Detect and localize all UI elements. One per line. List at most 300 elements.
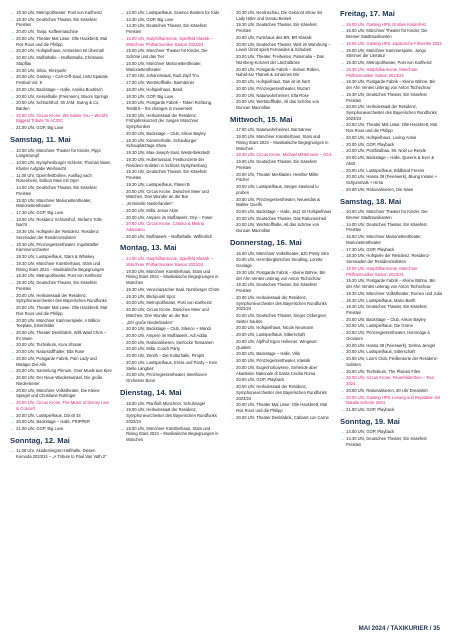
event-entry xyxy=(340,291,442,297)
highlight-event-entry xyxy=(10,400,112,411)
event-text: 20.00 Uhr, Prinzregententheater, Hommage à Giovanni xyxy=(346,330,430,341)
event-text: 20.00 Uhr, Rationalisieren, Die Nase xyxy=(346,186,414,192)
event-entry xyxy=(230,86,332,92)
event-entry xyxy=(10,125,112,131)
arrow-right-icon: → xyxy=(120,112,125,118)
event-entry xyxy=(10,356,112,367)
arrow-right-icon: → xyxy=(340,134,345,140)
highlight-event-entry xyxy=(340,22,442,28)
event-text: 20.00 Uhr, GOP, Playback xyxy=(346,141,395,147)
event-text: 20.00 Uhr, Theater, Freiheiten, Paternalia – Das Nürnberg-Konzert der Lärchalböse xyxy=(236,54,324,65)
event-text: 19.30 Uhr, Metropoltheater, Post von Karlheinz xyxy=(346,60,432,66)
day-heading: Freitag, 17. Mai xyxy=(340,10,395,18)
arrow-right-icon: → xyxy=(340,155,345,161)
event-text: 20.00 Uhr, Naturstoffhalter, Ella Rose xyxy=(16,349,85,355)
event-entry xyxy=(120,94,222,100)
arrow-right-icon: → xyxy=(120,400,125,406)
event-text: 14.30 Uhr, Deutsches Theater, Ein Käsefest Preisten xyxy=(346,436,427,447)
event-entry xyxy=(340,343,442,349)
arrow-right-icon: → xyxy=(10,305,15,311)
event-text: 19.30 Uhr, Deutsches Theater, Ein Käsefest Preisten xyxy=(16,280,97,291)
event-entry xyxy=(340,304,442,315)
event-entry xyxy=(340,209,442,220)
day-heading: Donnerstag, 16. Mai xyxy=(230,237,302,247)
event-text: 20.00 Uhr, Circus Krone, The Music of Disney Live in Concert xyxy=(16,400,109,411)
event-text: 17.00 Uhr, Naturwohnheimer, Barmänner xyxy=(236,127,312,133)
event-text: 20.00 Uhr, Deutsches Theater, Welt im Wandrung – Lewin Ümüt spielt Fernandes & Schubert xyxy=(236,41,331,53)
event-entry xyxy=(120,360,222,371)
arrow-right-icon: → xyxy=(230,313,235,319)
event-text: 20.00 Uhr, Lustspielhaus, Bildband Ferens xyxy=(346,167,425,173)
event-text: 20.00 Uhr, Prinzregententheater, Klassik xyxy=(236,358,311,364)
event-text: 20.00 Uhr, Lustspielhaus, Die Grüne xyxy=(346,323,413,329)
arrow-right-icon: → xyxy=(340,278,345,284)
event-text: 18.30 Uhr, Hofspiele der Residenz, Residenz Serenaden der Residenzsolisten xyxy=(16,229,99,240)
arrow-right-icon: → xyxy=(340,429,345,435)
event-entry xyxy=(340,407,442,413)
event-text: 17.00 Uhr, Wertstoffhalle, Barmänner xyxy=(126,80,195,86)
event-entry xyxy=(230,257,332,268)
event-entry xyxy=(230,295,332,312)
arrow-right-icon: → xyxy=(10,216,15,222)
event-entry xyxy=(120,131,222,137)
event-entry xyxy=(230,377,332,383)
event-entry xyxy=(10,210,112,216)
event-text: 20.00 Uhr, Postgarde Fabrik, Pain Lady und Mixtape Ziel Alle xyxy=(16,355,97,367)
event-entry xyxy=(10,254,112,260)
event-text: 20.00 Uhr, Herrnbergkirsches Sendling, Lorette Geolage xyxy=(236,257,323,269)
arrow-right-icon: → xyxy=(230,358,235,364)
event-text: 20.00 Uhr, Prinzregententheater, Beethoven Orchester Bonn xyxy=(126,372,207,384)
event-text: 20.00 Uhr, Theater Denkfabrik, Cabaret con Carne xyxy=(236,414,329,420)
event-text: 20.00 Uhr, Theater Mal Löwe: Olle Hackbrett, Mal Ros Roos und die Philipp xyxy=(16,35,107,47)
event-entry xyxy=(340,247,442,253)
arrow-right-icon: → xyxy=(120,233,125,239)
event-text: 18.30 Uhr, Hofspiele der Residenz, Residenz-Serenaden der Residenzsolisten xyxy=(346,253,431,265)
arrow-right-icon: → xyxy=(230,22,235,28)
event-text: 10.00 Uhr, Nymphenburger Schloss: Thomas Mann, Kloster Aufgabe Weihnacht xyxy=(16,160,112,171)
event-text: 19.30 Uhr, Venezianischer Saal, Nürnberger Chöre xyxy=(126,286,220,292)
arrow-right-icon: → xyxy=(10,160,15,166)
arrow-right-icon: → xyxy=(10,355,15,361)
event-text: 20.00 Uhr, Kesselhalle (Freimann), Bloom Springs xyxy=(16,93,109,99)
event-text: 20.00 Uhr, Der Neue Wiederswinkel, Die große Niedersiener xyxy=(16,375,103,386)
event-entry xyxy=(230,325,332,331)
arrow-right-icon: → xyxy=(340,368,345,374)
event-entry xyxy=(340,92,442,103)
arrow-right-icon: → xyxy=(120,48,125,54)
arrow-right-icon: → xyxy=(230,377,235,383)
event-entry xyxy=(120,300,222,306)
arrow-right-icon: → xyxy=(340,375,345,381)
event-text: 20.00 Uhr, Circus Krone, Feuerbilderthon – Tour 2024 xyxy=(346,375,435,387)
arrow-right-icon: → xyxy=(230,184,235,190)
arrow-right-icon: → xyxy=(230,332,235,338)
event-text: 20.00 Uhr, Circus Krone, We Salute You – World's Biggest Tribute To AC/DC xyxy=(16,112,108,124)
event-entry xyxy=(10,100,112,111)
event-entry xyxy=(340,155,442,166)
event-entry xyxy=(120,157,222,168)
event-entry xyxy=(120,372,222,383)
event-text: 20.30 Uhr, Nerdnschau, Die Gekonnt Show mit Lady Hitler und Genau Beiseit xyxy=(236,10,323,21)
event-text: 10.00 Uhr, Münchner Theater für Kinder, Die Bremer Stadtmusikanten xyxy=(346,209,428,220)
arrow-right-icon: → xyxy=(10,67,15,73)
event-text: 20.00 Uhr, Milla, Coach Party xyxy=(126,346,180,352)
event-entry xyxy=(120,320,222,326)
arrow-right-icon: → xyxy=(10,185,15,191)
event-entry xyxy=(340,168,442,174)
arrow-right-icon: → xyxy=(10,229,15,235)
event-text: 20.00 Uhr, Technikum, The Plaines Files xyxy=(346,368,421,374)
arrow-right-icon: → xyxy=(340,209,345,215)
arrow-right-icon: → xyxy=(340,47,345,53)
event-entry xyxy=(10,185,112,196)
arrow-right-icon: → xyxy=(120,319,125,325)
arrow-right-icon: → xyxy=(120,156,125,162)
arrow-right-icon: → xyxy=(230,250,235,256)
event-text: 14.30 Uhr, GOP, Big Love xyxy=(126,16,174,22)
event-text: 20.00 Uhr, Theater Mal Löwe: Olle Hackbrett, Mal Ros Roos und die Philipp xyxy=(16,305,107,316)
event-text: 20.00 Uhr, Circus Krone, Cristina & Melina Adamiano xyxy=(126,221,204,232)
event-entry xyxy=(120,346,222,352)
event-entry xyxy=(120,215,222,221)
event-text: 18.00 Uhr, Gasteig HP8, Japanische Filmreihe 2024 xyxy=(346,40,442,46)
arrow-right-icon: → xyxy=(10,10,15,15)
event-text: 20.00 Uhr, Herkulessaal der Residenz, Symphonieorchester des Bayerischen Rundfunks 2023/24 xyxy=(236,294,327,312)
event-entry xyxy=(10,217,112,228)
event-text: 14.00 Uhr, Isarphilharmonie, Spielfeld Klassik – Münchner Philharmoniker Saison 2023/24 xyxy=(126,256,213,267)
event-text: 20.00 Uhr, Hofspielhaus, Das ist ist hart! xyxy=(236,79,311,85)
event-text: 17.00 Uhr, Johannissaal, Rudi Zapf Trio xyxy=(126,73,199,79)
event-entry xyxy=(340,349,442,355)
event-text: 20.00 Uhr, Hansa 39 (Feierwerk), Dehna Jenigel xyxy=(346,342,435,348)
arrow-right-icon: → xyxy=(230,351,235,357)
event-text: 19.00 Uhr, Deutsches Theater, Ein Käsefest Preisten xyxy=(236,159,317,170)
event-entry xyxy=(230,197,332,208)
arrow-right-icon: → xyxy=(120,100,125,106)
event-entry xyxy=(230,365,332,376)
event-text: 20.00 Uhr, Hofspielhaus, Anstecken Ist Übernah xyxy=(16,48,105,54)
arrow-right-icon: → xyxy=(340,356,345,362)
event-entry xyxy=(340,122,442,133)
arrow-right-icon: → xyxy=(340,265,345,271)
arrow-right-icon: → xyxy=(120,23,125,29)
event-text: 21.00 Uhr, GOP, Playback xyxy=(346,407,395,413)
arrow-right-icon: → xyxy=(10,74,15,80)
day-heading: Sonntag, 12. Mai xyxy=(10,435,70,445)
event-text: 15.00 Uhr, Münchner Marionettentheater, Marionettentheater xyxy=(126,60,202,72)
event-text: 20.00 Uhr, Postgarde Fabrik – Sieben Rüben, Nahid-sar Thanek & Johannes Birr xyxy=(236,66,320,78)
event-text: 20.00 Uhr, Backstage – Halle, FRIPPER xyxy=(16,419,91,425)
day-heading: Samstag, 11. Mai xyxy=(10,134,71,144)
arrow-right-icon: → xyxy=(230,384,235,390)
arrow-right-icon: → xyxy=(10,419,15,425)
arrow-right-icon: → xyxy=(120,60,125,66)
arrow-right-icon: → xyxy=(230,66,235,72)
arrow-right-icon: → xyxy=(120,188,125,194)
arrow-right-icon: → xyxy=(230,196,235,202)
event-text: 19.30 Uhr, Postgarde Fabrik – Kleine Bühne, Bin der Ahn Ventes unterag von Anton Tschechow xyxy=(346,79,436,91)
arrow-right-icon: → xyxy=(10,260,15,266)
arrow-right-icon: → xyxy=(340,342,345,348)
event-entry xyxy=(230,402,332,413)
event-entry xyxy=(230,79,332,85)
arrow-right-icon: → xyxy=(10,16,15,22)
event-entry xyxy=(120,426,222,443)
event-text: 19.30 Uhr, Postgarde Fabrik – Kleine Bühne, Bin der Ahn Ventes unterag von Anton Tschechow xyxy=(346,278,436,290)
event-text: 20.00 Uhr, Ampere im Muffatwerk, Adi Addai xyxy=(126,332,208,338)
event-text: 20.00 Uhr, Deutsches Theater, Das Rationeinheit xyxy=(236,215,327,221)
arrow-right-icon: → xyxy=(10,55,15,61)
event-text: 11.00 Uhr, Opernfestbühne, Ausflug nach Rosenheim, Edition Maxi mit Oper xyxy=(16,172,92,184)
arrow-right-icon: → xyxy=(340,407,345,413)
event-entry xyxy=(230,184,332,195)
arrow-right-icon: → xyxy=(10,448,15,454)
event-text: 21.00 Uhr, GOP, Big Love xyxy=(16,125,64,131)
arrow-right-icon: → xyxy=(340,60,345,66)
event-entry xyxy=(230,172,332,183)
event-entry xyxy=(230,332,332,338)
arrow-right-icon: → xyxy=(230,171,235,177)
event-entry xyxy=(230,127,332,133)
event-entry xyxy=(340,330,442,341)
arrow-right-icon: → xyxy=(120,293,125,299)
arrow-right-icon: → xyxy=(230,127,235,133)
event-entry xyxy=(10,160,112,171)
arrow-right-icon: → xyxy=(340,167,345,173)
event-text: 19.30 Uhr, Deutsches Theater, Ein Käsefest Preisten xyxy=(346,91,427,103)
event-text: 20.00 Uhr, Lustspielhaus, Sergen steeland lu proben xyxy=(236,184,319,195)
event-entry xyxy=(230,415,332,421)
event-entry xyxy=(230,351,332,357)
event-text: 19.30 Uhr, Kammerhalle, Schauburger Schauplatztage Show xyxy=(126,137,197,149)
arrow-right-icon: → xyxy=(340,79,345,85)
event-text: 19.30 Uhr, Prinzregententheater, Ingolstädter Kammerorchester xyxy=(16,241,99,253)
event-entry xyxy=(230,251,332,257)
event-text: 17.30 Uhr, GOP, Big Love xyxy=(16,210,64,216)
arrow-right-icon: → xyxy=(120,201,125,207)
arrow-right-icon: → xyxy=(340,436,345,442)
arrow-right-icon: → xyxy=(120,300,125,306)
event-entry xyxy=(340,429,442,435)
event-entry xyxy=(10,375,112,386)
arrow-right-icon: → xyxy=(230,215,235,221)
event-entry xyxy=(10,68,112,74)
event-text: 20.00 Uhr, Herkulessaal der Residenz, Symphonieorchester des Bayerischen Rundfunks xyxy=(16,292,107,304)
event-entry xyxy=(340,104,442,121)
event-entry xyxy=(230,270,332,281)
event-entry xyxy=(120,80,222,86)
arrow-right-icon: → xyxy=(10,197,15,203)
arrow-right-icon: → xyxy=(120,214,125,220)
arrow-right-icon: → xyxy=(10,125,15,131)
arrow-right-icon: → xyxy=(10,317,15,323)
arrow-right-icon: → xyxy=(120,10,125,15)
arrow-right-icon: → xyxy=(120,332,125,338)
arrow-right-icon: → xyxy=(10,254,15,260)
event-text: 20.00 Uhr, Hofspielhaus, Loving Annie xyxy=(346,134,417,140)
event-entry xyxy=(120,208,222,214)
arrow-right-icon: → xyxy=(120,346,125,352)
event-entry xyxy=(10,87,112,93)
event-text: 21.00 Uhr, GOP, Big Love xyxy=(16,425,64,431)
arrow-right-icon: → xyxy=(230,41,235,47)
event-entry xyxy=(340,356,442,367)
event-text: 16.00 Uhr, Münchner Volkstheater, 620 Pretty Slim xyxy=(236,250,329,256)
arrow-right-icon: → xyxy=(230,325,235,331)
highlight-event-entry xyxy=(10,113,112,124)
arrow-right-icon: → xyxy=(10,172,15,178)
event-text: 20.00 Uhr, Naturwohnheimer, Ella Rose xyxy=(236,92,309,98)
page-footer: MAI 2024 / TAXIKURIER / 35 xyxy=(358,625,440,632)
event-text: 20.00 Uhr, Schlachthof, 30 JAM, Swing & Co, Barden xyxy=(16,100,100,112)
arrow-right-icon: → xyxy=(340,387,345,393)
event-entry xyxy=(120,407,222,424)
arrow-right-icon: → xyxy=(10,292,15,298)
arrow-right-icon: → xyxy=(10,29,15,35)
arrow-right-icon: → xyxy=(340,304,345,310)
event-text: 20.00 Uhr, Ampere im Muffatwerk, Oryl – Faser xyxy=(126,214,213,220)
event-entry xyxy=(120,169,222,180)
event-entry xyxy=(120,113,222,130)
event-text: 20.00 Uhr, Metropoltheater, Post von Karlheinz xyxy=(126,300,212,306)
event-entry xyxy=(10,36,112,47)
arrow-right-icon: → xyxy=(10,425,15,431)
arrow-right-icon: → xyxy=(230,34,235,40)
arrow-right-icon: → xyxy=(230,294,235,300)
event-text: 20.00 Uhr, Technikum, Kuru Shanar xyxy=(16,342,82,348)
arrow-right-icon: → xyxy=(10,342,15,348)
event-entry xyxy=(120,73,222,79)
event-text: 20.00 Uhr, Lustspielhaus, Sitterschaft xyxy=(346,349,415,355)
arrow-right-icon: → xyxy=(340,40,345,46)
event-text: 20.00 Uhr, Silvio, Kleinjunk! xyxy=(16,67,67,73)
event-entry xyxy=(10,10,112,16)
event-entry xyxy=(120,10,222,16)
event-text: 18.30 Uhr, GOP, Big Love xyxy=(126,93,174,99)
arrow-right-icon: → xyxy=(120,221,125,227)
event-entry xyxy=(120,61,222,72)
event-entry xyxy=(230,282,332,293)
listing-column-1 xyxy=(10,10,112,616)
event-entry xyxy=(230,159,332,170)
event-text: 19.00 Uhr, Münchner Kammerspiele, Jungo Stimmer der Literatur xyxy=(346,47,427,59)
event-text: 15.00 Uhr, Münchner Marionettentheater, Marionettentheater xyxy=(16,197,92,209)
arrow-right-icon: → xyxy=(120,93,125,99)
event-entry xyxy=(340,174,442,185)
event-text: 20.00 Uhr, Gasteig HP8, Lesung und Repitation mit Natalie Scherer 2024 xyxy=(346,394,441,406)
event-entry xyxy=(230,358,332,364)
event-text: 19.30 Uhr, Metropoltheater: Post von Karlheinz xyxy=(16,10,103,15)
event-entry xyxy=(10,448,112,459)
event-text: 20.00 Uhr, Milla, Jesus Akim xyxy=(126,207,179,213)
arrow-right-icon: → xyxy=(230,159,235,165)
event-entry xyxy=(10,305,112,316)
event-text: 20.00 Uhr, Rationalisieren, 20 Uhr Dreamkirt xyxy=(346,387,428,393)
event-text: 20.00 Uhr, Wertstoffhalle, All das Schöne von Duncan Macmillan xyxy=(236,222,320,234)
arrow-right-icon: → xyxy=(10,375,15,381)
arrow-right-icon: → xyxy=(10,273,15,279)
event-entry xyxy=(340,135,442,141)
arrow-right-icon: → xyxy=(340,174,345,180)
event-entry xyxy=(10,261,112,272)
event-entry xyxy=(230,384,332,401)
event-text: 20.00 Uhr, Backstage – Club, Silence + Mandi xyxy=(126,326,211,332)
event-entry xyxy=(340,48,442,59)
event-entry xyxy=(120,48,222,59)
event-text: 19.00 Uhr, Münchner Künstlerhaus, Stars and Rising Stars 2024 – Musikalische Begegnungen in München xyxy=(236,134,329,151)
event-entry xyxy=(120,201,222,207)
event-entry xyxy=(230,222,332,233)
event-entry xyxy=(230,99,332,110)
event-entry xyxy=(10,330,112,341)
highlight-event-entry xyxy=(340,41,442,47)
arrow-right-icon: → xyxy=(10,329,15,335)
event-text: 20.00 Uhr, Backstage – Club, Alison Bayley xyxy=(126,130,206,136)
event-entry xyxy=(10,293,112,304)
event-entry xyxy=(340,298,442,304)
event-text: 14.00 Uhr, Deutsches Theater, Ein Käsefest Preisten xyxy=(346,221,427,233)
arrow-right-icon: → xyxy=(230,152,235,158)
event-entry xyxy=(120,189,222,200)
event-text: 20.00 Uhr, Theater Denkfabrik, Willi Wald Chris – Ihr Mann xyxy=(16,329,107,341)
highlight-event-entry xyxy=(340,67,442,78)
arrow-right-icon: → xyxy=(120,16,125,22)
event-text: 18.00 Uhr, Hofspielhaus, Band xyxy=(126,86,183,92)
event-text: 20.00 Uhr, Prinzregententheater, Mozart xyxy=(236,85,310,91)
arrow-right-icon: → xyxy=(230,222,235,228)
event-entry xyxy=(230,209,332,215)
arrow-right-icon: → xyxy=(230,92,235,98)
listing-column-2 xyxy=(120,10,222,616)
event-entry xyxy=(340,253,442,264)
event-entry xyxy=(120,234,222,240)
event-text: 20.00 Uhr, Alpfhof Egon Holleiner, Wingwort Quatiett xyxy=(236,338,317,350)
arrow-right-icon: → xyxy=(340,186,345,192)
event-text: 18.00 Uhr, Planfloß Münchner, Schuhnagel xyxy=(126,400,206,406)
event-entry xyxy=(10,229,112,240)
event-text: „Kriminelle Niederlanden" xyxy=(126,201,173,207)
arrow-right-icon: → xyxy=(230,134,235,140)
arrow-right-icon: → xyxy=(340,349,345,355)
event-text: 18.00 Uhr, Residenz Schlosshof, Stefan's Tolle Nacht xyxy=(16,216,102,228)
event-entry xyxy=(10,280,112,291)
event-entry xyxy=(10,17,112,28)
event-text: 14.00 Uhr, Lustspielhaus, Science Busters for Kids xyxy=(126,10,220,15)
event-text: 20.00 Uhr, Postfinalbau, Mr. Noel Le Rende xyxy=(346,148,427,154)
event-text: 20.00 Uhr, Eugenhohoiverse, Gehende aber Akademie Nationale di Santa Cecilia Roma xyxy=(236,364,318,376)
arrow-right-icon: → xyxy=(10,86,15,92)
event-entry xyxy=(340,234,442,245)
event-text: 20.00 Uhr, Hansa 39 (Feierwerk), Bluing Insane + Schjummals + Hirsa xyxy=(346,174,438,186)
highlight-event-entry xyxy=(340,266,442,277)
event-text: 19.00 Uhr, Herkulessaal der Residenz, Frühjahrskonzert der Jungen Münchner Symphoniker xyxy=(126,112,199,130)
event-entry xyxy=(340,436,442,447)
arrow-right-icon: → xyxy=(340,148,345,154)
arrow-right-icon: → xyxy=(10,412,15,418)
event-text: 20.00 Uhr, Gasteig – Carl-Orff-Saal, LMU Spatiale Festival Vol. 8 xyxy=(16,74,108,86)
arrow-right-icon: → xyxy=(230,54,235,60)
event-text: 20.00 Uhr, Muffatwerk – Muffathalle, Willkürlich xyxy=(126,233,213,239)
event-entry xyxy=(10,242,112,253)
arrow-right-icon: → xyxy=(340,141,345,147)
event-entry xyxy=(10,318,112,329)
event-entry xyxy=(10,419,112,425)
arrow-right-icon: → xyxy=(340,394,345,400)
event-text: 19.30 Uhr, Deutsches Theater, Ein Käsefest Preisten xyxy=(346,304,427,316)
event-text: 20.00 Uhr, Tanja, Kaffeemaschine xyxy=(16,29,79,35)
day-heading: Dienstag, 14. Mai xyxy=(120,387,182,397)
